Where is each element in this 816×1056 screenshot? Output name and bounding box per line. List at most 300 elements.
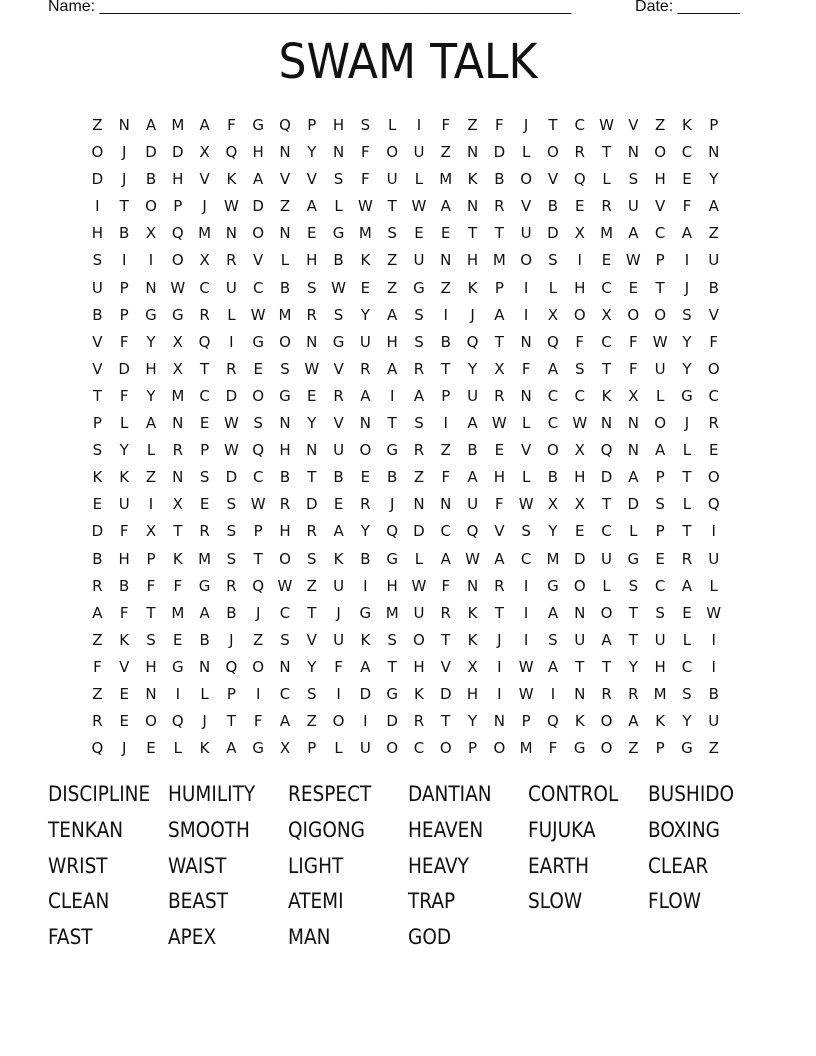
grid-cell: D	[305, 495, 318, 514]
grid-cell: M	[385, 603, 399, 622]
word-bank-item: BEAST	[168, 889, 229, 914]
grid-cell: E	[146, 739, 156, 758]
grid-cell: R	[199, 522, 210, 541]
grid-cell: E	[682, 170, 692, 189]
grid-cell: G	[145, 305, 157, 324]
grid-cell: S	[387, 630, 397, 649]
grid-cell: I	[95, 197, 100, 216]
grid-cell: F	[119, 332, 129, 351]
grid-cell: U	[333, 441, 345, 460]
grid-cell: A	[360, 386, 371, 405]
grid-cell: O	[413, 630, 425, 649]
grid-cell: T	[441, 359, 451, 378]
grid-cell: C	[413, 739, 425, 758]
grid-cell: Z	[440, 143, 451, 162]
grid-cell: F	[629, 332, 638, 351]
grid-cell: U	[467, 386, 479, 405]
grid-cell: M	[653, 684, 667, 703]
grid-cell: B	[708, 684, 719, 703]
grid-cell: G	[681, 386, 693, 405]
grid-cell: X	[199, 251, 210, 270]
grid-cell: K	[467, 278, 478, 297]
grid-cell: Q	[171, 712, 184, 731]
grid-cell: T	[682, 468, 692, 487]
grid-cell: L	[709, 576, 718, 595]
grid-cell: V	[92, 359, 103, 378]
grid-cell: I	[121, 251, 127, 270]
grid-cell: C	[440, 522, 451, 541]
grid-cell: O	[91, 143, 104, 162]
grid-cell: I	[497, 657, 502, 676]
grid-cell: B	[279, 468, 291, 487]
grid-cell: T	[307, 603, 317, 622]
grid-cell: Q	[91, 739, 104, 758]
grid-cell: O	[386, 739, 399, 758]
grid-cell: X	[467, 657, 478, 676]
grid-cell: U	[654, 359, 666, 378]
grid-cell: F	[575, 332, 585, 351]
grid-cell: O	[573, 305, 586, 324]
grid-cell: G	[332, 224, 345, 243]
grid-cell: E	[575, 197, 585, 216]
grid-cell: J	[229, 630, 234, 649]
word-bank-item: APEX	[168, 925, 217, 950]
grid-cell: Z	[413, 468, 425, 487]
grid-cell: Z	[306, 712, 317, 731]
grid-cell: H	[574, 278, 586, 297]
grid-cell: V	[253, 251, 264, 270]
grid-cell: Y	[360, 522, 370, 541]
grid-cell: X	[172, 359, 183, 378]
grid-cell: P	[307, 116, 317, 134]
grid-cell: P	[655, 522, 665, 541]
grid-cell: K	[119, 630, 130, 649]
grid-cell: P	[119, 278, 129, 297]
grid-cell: I	[389, 386, 395, 405]
grid-cell: F	[173, 576, 183, 595]
grid-cell: X	[145, 224, 157, 243]
grid-cell: O	[654, 143, 667, 162]
grid-cell: O	[493, 739, 506, 758]
word-bank-item: BOXING	[648, 817, 720, 842]
grid-cell: S	[92, 441, 103, 460]
grid-cell: E	[441, 224, 451, 243]
word-bank-item: FLOW	[648, 889, 702, 914]
grid-cell: X	[547, 495, 559, 514]
grid-cell: L	[682, 441, 692, 460]
grid-cell: R	[628, 684, 639, 703]
grid-cell: L	[414, 170, 424, 189]
grid-cell: R	[413, 359, 425, 378]
grid-cell: L	[280, 251, 290, 270]
grid-cell: T	[441, 630, 451, 649]
grid-cell: K	[119, 468, 130, 487]
grid-cell: N	[627, 441, 639, 460]
grid-cell: W	[304, 359, 320, 378]
grid-cell: I	[148, 251, 154, 270]
grid-cell: S	[655, 603, 665, 622]
grid-cell: B	[92, 305, 103, 324]
grid-cell: V	[708, 305, 719, 324]
grid-cell: L	[521, 468, 531, 487]
grid-cell: Y	[119, 441, 129, 460]
grid-cell: F	[629, 359, 638, 378]
grid-cell: F	[227, 116, 236, 134]
grid-cell: A	[199, 603, 210, 622]
grid-cell: A	[440, 197, 451, 216]
grid-cell: V	[92, 332, 103, 351]
grid-cell: K	[574, 712, 585, 731]
word-bank-item: WRIST	[48, 853, 108, 878]
letter-grid	[84, 112, 727, 762]
grid-cell: O	[547, 143, 559, 162]
grid-cell: Y	[682, 332, 692, 351]
grid-cell: A	[547, 359, 559, 378]
grid-cell: J	[497, 630, 502, 649]
grid-cell: H	[279, 441, 291, 460]
grid-cell: Z	[628, 739, 639, 758]
grid-cell: V	[199, 170, 210, 189]
grid-cell: G	[386, 549, 398, 568]
grid-cell: Z	[467, 116, 478, 134]
grid-cell: U	[413, 603, 425, 622]
grid-cell: P	[655, 468, 665, 487]
grid-cell: H	[413, 657, 425, 676]
grid-cell: Z	[92, 684, 103, 703]
grid-cell: R	[360, 359, 371, 378]
word-bank-item: HEAVEN	[408, 817, 484, 842]
grid-cell: R	[333, 386, 344, 405]
grid-cell: H	[386, 576, 398, 595]
grid-cell: A	[145, 116, 157, 134]
grid-cell: C	[520, 549, 532, 568]
grid-cell: O	[573, 576, 586, 595]
grid-cell: F	[441, 468, 451, 487]
grid-cell: N	[332, 143, 345, 162]
grid-cell: Q	[171, 224, 184, 243]
grid-cell: S	[146, 630, 156, 649]
grid-cell: E	[360, 278, 371, 297]
grid-cell: P	[494, 278, 504, 297]
grid-cell: D	[91, 522, 104, 541]
grid-cell: F	[548, 739, 558, 758]
grid-cell: H	[466, 251, 479, 270]
grid-cell: T	[441, 712, 451, 731]
grid-cell: T	[173, 522, 183, 541]
grid-cell: S	[574, 359, 585, 378]
grid-cell: A	[547, 657, 559, 676]
grid-cell: M	[278, 305, 292, 324]
grid-cell: R	[172, 441, 183, 460]
grid-cell: V	[306, 630, 317, 649]
grid-cell: U	[413, 251, 425, 270]
worksheet-header	[48, 0, 740, 16]
grid-cell: N	[493, 712, 505, 731]
grid-cell: P	[655, 739, 665, 758]
grid-cell: U	[359, 332, 371, 351]
grid-cell: T	[253, 549, 263, 568]
grid-cell: R	[306, 305, 317, 324]
grid-cell: S	[307, 549, 317, 568]
grid-cell: W	[277, 576, 293, 595]
grid-cell: C	[199, 386, 210, 405]
grid-cell: N	[466, 143, 479, 162]
grid-cell: I	[523, 305, 529, 324]
grid-cell: S	[628, 576, 639, 595]
grid-cell: S	[682, 684, 692, 703]
word-bank-item: DISCIPLINE	[48, 782, 151, 806]
grid-cell: H	[466, 684, 479, 703]
grid-cell: E	[628, 278, 639, 297]
grid-cell: U	[225, 278, 237, 297]
grid-cell: G	[252, 332, 264, 351]
grid-cell: W	[518, 684, 534, 703]
grid-cell: X	[279, 739, 291, 758]
word-bank-item: SMOOTH	[168, 817, 250, 842]
grid-cell: G	[252, 739, 264, 758]
grid-cell: G	[386, 441, 398, 460]
grid-cell: H	[172, 170, 184, 189]
grid-cell: K	[333, 549, 344, 568]
grid-cell: B	[440, 332, 451, 351]
grid-cell: L	[227, 305, 236, 324]
grid-cell: X	[172, 495, 183, 514]
grid-cell: B	[494, 170, 505, 189]
grid-cell: G	[171, 657, 184, 676]
grid-cell: Q	[547, 712, 559, 731]
grid-cell: E	[253, 359, 263, 378]
grid-cell: R	[92, 576, 103, 595]
grid-cell: O	[654, 414, 667, 433]
grid-cell: Z	[440, 441, 451, 460]
grid-cell: A	[601, 630, 612, 649]
grid-cell: Q	[252, 576, 265, 595]
word-bank-item: TENKAN	[48, 817, 124, 842]
grid-cell: K	[467, 170, 478, 189]
grid-cell: A	[145, 414, 157, 433]
grid-cell: N	[279, 224, 291, 243]
grid-cell: N	[574, 684, 586, 703]
grid-cell: Y	[146, 332, 156, 351]
grid-cell: S	[92, 251, 103, 270]
grid-cell: W	[625, 251, 641, 270]
grid-cell: N	[145, 278, 157, 297]
grid-cell: A	[413, 386, 425, 405]
grid-cell: O	[547, 441, 559, 460]
grid-cell: I	[550, 684, 556, 703]
grid-cell: S	[387, 224, 397, 243]
grid-cell: V	[333, 359, 344, 378]
grid-cell: Y	[307, 143, 317, 162]
grid-cell: G	[198, 576, 211, 595]
grid-cell: D	[439, 684, 452, 703]
grid-cell: A	[253, 170, 264, 189]
grid-cell: N	[172, 468, 184, 487]
grid-cell: D	[145, 143, 157, 162]
grid-cell: R	[360, 495, 371, 514]
grid-cell: S	[360, 116, 371, 134]
grid-cell: N	[279, 414, 291, 433]
puzzle-title: SWAM TALK	[278, 34, 538, 90]
grid-cell: I	[148, 495, 154, 514]
grid-cell: D	[386, 712, 398, 731]
grid-cell: Q	[466, 332, 479, 351]
grid-cell: R	[708, 414, 719, 433]
grid-cell: I	[336, 684, 341, 703]
grid-cell: O	[279, 549, 291, 568]
grid-cell: L	[414, 549, 424, 568]
grid-cell: X	[574, 495, 585, 514]
grid-cell: A	[708, 197, 719, 216]
grid-cell: Z	[145, 468, 157, 487]
grid-cell: V	[333, 414, 344, 433]
grid-cell: K	[360, 251, 371, 270]
grid-cell: N	[627, 143, 639, 162]
grid-cell: A	[467, 468, 478, 487]
grid-cell: N	[279, 657, 291, 676]
grid-cell: E	[494, 441, 505, 460]
grid-cell: Z	[708, 224, 719, 243]
grid-cell: U	[708, 712, 720, 731]
grid-cell: J	[255, 603, 261, 622]
grid-cell: Q	[252, 441, 265, 460]
grid-cell: K	[467, 603, 478, 622]
grid-cell: M	[519, 739, 533, 758]
grid-cell: W	[223, 441, 239, 460]
grid-cell: K	[414, 684, 424, 703]
grid-cell: Y	[307, 414, 317, 433]
grid-cell: J	[684, 278, 690, 297]
grid-cell: A	[333, 522, 344, 541]
word-bank	[48, 776, 768, 955]
grid-cell: E	[119, 712, 129, 731]
grid-cell: B	[226, 603, 237, 622]
word-bank-item: WAIST	[168, 853, 227, 878]
grid-cell: R	[279, 495, 291, 514]
grid-cell: B	[547, 468, 559, 487]
grid-cell: A	[226, 739, 237, 758]
grid-cell: S	[307, 278, 317, 297]
grid-cell: K	[92, 468, 103, 487]
grid-cell: A	[628, 224, 639, 243]
grid-cell: K	[467, 630, 478, 649]
grid-cell: H	[145, 359, 157, 378]
grid-cell: F	[119, 522, 129, 541]
grid-cell: Z	[306, 576, 317, 595]
grid-cell: N	[466, 576, 479, 595]
grid-cell: G	[627, 549, 640, 568]
grid-cell: Y	[467, 712, 478, 731]
grid-cell: Z	[253, 630, 264, 649]
grid-cell: W	[357, 197, 373, 216]
grid-cell: S	[226, 495, 237, 514]
grid-cell: R	[92, 712, 103, 731]
grid-cell: T	[628, 603, 638, 622]
grid-cell: P	[119, 305, 129, 324]
grid-cell: S	[414, 414, 424, 433]
grid-cell: I	[497, 684, 502, 703]
grid-cell: A	[628, 712, 639, 731]
grid-cell: F	[495, 495, 504, 514]
grid-cell: G	[359, 603, 372, 622]
grid-cell: Z	[387, 278, 398, 297]
grid-cell: A	[387, 305, 398, 324]
grid-cell: X	[547, 305, 559, 324]
grid-cell: A	[279, 712, 291, 731]
grid-cell: H	[145, 657, 157, 676]
grid-cell: C	[708, 386, 719, 405]
grid-cell: T	[226, 712, 236, 731]
grid-cell: W	[250, 305, 266, 324]
grid-cell: T	[601, 143, 612, 162]
grid-cell: I	[175, 684, 180, 703]
grid-cell: Q	[707, 495, 720, 514]
grid-cell: T	[494, 224, 504, 243]
grid-cell: T	[494, 332, 504, 351]
grid-cell: T	[387, 657, 397, 676]
grid-cell: L	[655, 386, 665, 405]
grid-cell: X	[574, 224, 585, 243]
grid-cell: Y	[467, 359, 478, 378]
grid-cell: E	[360, 468, 371, 487]
grid-cell: N	[359, 414, 371, 433]
grid-cell: O	[145, 712, 157, 731]
grid-cell: C	[601, 278, 612, 297]
word-bank-item: CLEAR	[648, 853, 709, 878]
grid-cell: E	[199, 414, 210, 433]
grid-cell: L	[521, 143, 531, 162]
grid-cell: U	[520, 224, 532, 243]
grid-cell: W	[223, 197, 239, 216]
grid-cell: Z	[92, 630, 103, 649]
grid-cell: K	[226, 170, 237, 189]
grid-cell: O	[627, 305, 640, 324]
grid-cell: S	[226, 549, 237, 568]
grid-cell: B	[145, 170, 157, 189]
grid-cell: I	[523, 630, 529, 649]
grid-cell: P	[226, 684, 236, 703]
grid-cell: B	[708, 278, 719, 297]
grid-cell: Q	[225, 143, 238, 162]
grid-cell: B	[119, 576, 130, 595]
grid-cell: P	[253, 522, 263, 541]
grid-cell: U	[333, 630, 345, 649]
grid-cell: L	[120, 414, 129, 433]
grid-cell: V	[521, 197, 532, 216]
grid-cell: E	[682, 603, 692, 622]
grid-cell: K	[172, 549, 183, 568]
grid-cell: I	[523, 576, 529, 595]
grid-cell: Z	[440, 278, 451, 297]
grid-cell: W	[706, 603, 722, 622]
grid-cell: V	[628, 116, 639, 134]
grid-cell: L	[521, 414, 531, 433]
grid-cell: W	[250, 495, 266, 514]
grid-cell: S	[280, 630, 290, 649]
grid-cell: B	[333, 468, 344, 487]
grid-cell: Y	[146, 386, 156, 405]
grid-cell: K	[682, 116, 692, 134]
grid-cell: M	[546, 549, 560, 568]
grid-cell: N	[279, 143, 291, 162]
grid-cell: H	[574, 468, 586, 487]
grid-cell: Y	[682, 359, 692, 378]
grid-cell: T	[119, 197, 129, 216]
grid-cell: S	[628, 170, 639, 189]
grid-cell: L	[682, 495, 692, 514]
grid-cell: H	[91, 224, 104, 243]
grid-cell: S	[655, 495, 665, 514]
